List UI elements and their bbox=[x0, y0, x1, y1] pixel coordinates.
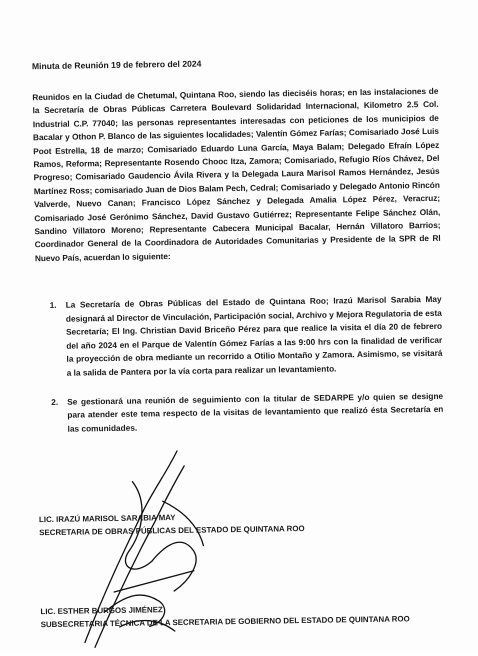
signatory-position: SUBSECRETARIA TÉCNICA DE LA SECRETARIA DE GOBIERNO DEL ESTADO DE QUINTANA ROO bbox=[40, 614, 410, 630]
signatory-position: SECRETARIA DE OBRAS PÚBLICAS DEL ESTADO DE QUINTANA ROO bbox=[39, 523, 305, 538]
agreement-item bbox=[51, 389, 444, 436]
agreement-number: 1. bbox=[49, 299, 57, 310]
agreement-text: La Secretaría de Obras Públicas del Estado de Quintana Roo; Irazú Marisol Sarabia May designará al Director de Vinculación, Participación social, Archivo y Mejora Regulatoria de esta Secretaría; El Ing. Christian David Briceño Pérez para que realice la visita el día 20 de febrero del año 2024 en el Parque de Valentín Gómez Farías a las 9:00 hrs con la finalidad de verificar la proyección de obra mediante un recorrido a Otilio Montaño y Zamora. Asimismo, se visitará a la salida de Pantera por la vía corta para realizar un levantamiento. bbox=[65, 293, 443, 378]
signatory-name: LIC. ESTHER BURGOS JIMÉNEZ bbox=[40, 605, 163, 617]
signature-block-1 bbox=[39, 509, 305, 539]
agreements-list bbox=[50, 293, 444, 451]
agreement-text: Se gestionará una reunión de seguimiento con la titular de SEDARPE y/o quien se designe para atender este tema respecto de la visitas de levantamiento que realizó ésta Secretaría en las comunidades. bbox=[67, 390, 444, 434]
agreement-number: 2. bbox=[51, 396, 59, 407]
signature-block-2 bbox=[40, 599, 409, 631]
meeting-title: Minuta de Reunión 19 de febrero del 2024 bbox=[31, 58, 202, 72]
agreement-item bbox=[50, 293, 443, 381]
signatory-name: LIC. IRAZÚ MARISOL SARABIA MAY bbox=[38, 513, 176, 525]
intro-paragraph: Reunidos en la Ciudad de Chetumal, Quintana Roo, siendo las dieciséis horas; en las instalaciones de la Secretaría de Obras Públicas Carretera Boulevard Solidaridad Internacional, Kilometro 2.5 Col. Industrial C.P. 77040; las personas representantes interesadas con peticiones de los municipios de Bacalar y Othon P. Blanco de las siguientes localidades; Valentín Gómez Farías; Comisariado José Luis Poot Estrella, 18 de marzo; Comisariado Eduardo Luna García, Maya Balam; Delegado Efraín López Ramos, Reforma; Representante Rosendo Chooc Itza, Zamora; Comisariado, Refugio Ríos Chávez, Del Progreso; Comisariado Gaudencio Ávila Rivera y la Delegada Laura Marisol Ramos Hernández, Jesús Martínez Ross; comisariado Juan de Dios Balam Pech, Cedral; Comisariado y Delegado Antonio Rincón Valverde, Nuevo Canan; Francisco López Sánchez y Delegada Amalia López Pérez, Veracruz; Comisariado José Gerónimo Sánchez, David Gustavo Gutiérrez; Representante Felipe Sánchez Olán, Sandino Villatoro Moreno; Representante Cabecera Municipal Bacalar, Hernán Villatoro Barrios; Coordinador General de la Coordinadora de Autoridades Comunitarias y Presidente de la SPR de Rl Nuevo País, acuerdan lo siguiente: bbox=[32, 85, 441, 264]
